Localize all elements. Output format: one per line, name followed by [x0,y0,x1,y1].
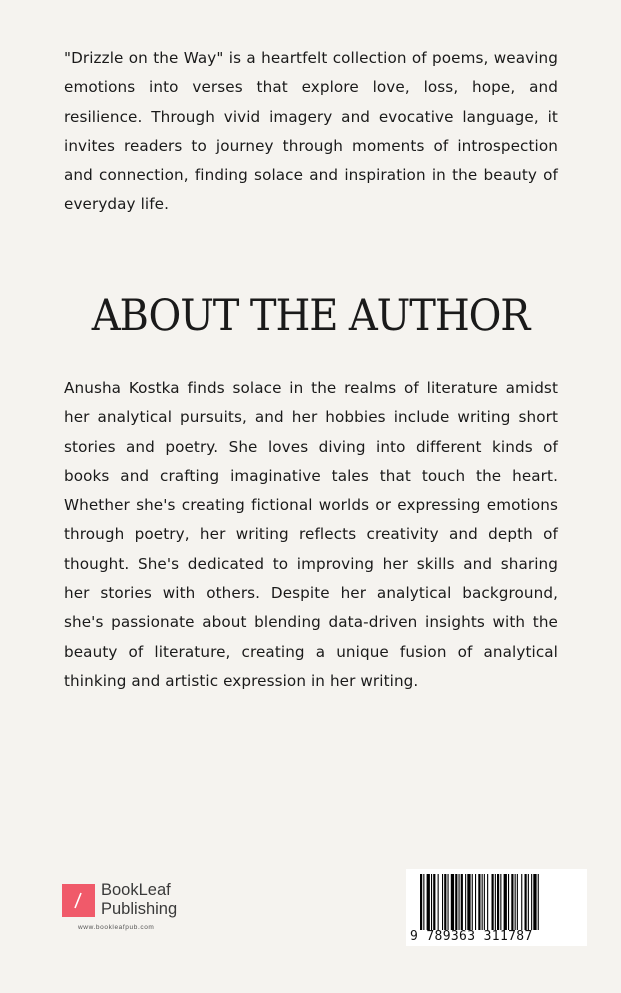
barcode-bars [420,874,582,930]
about-author-heading: ABOUT THE AUTHOR [91,291,530,341]
barcode-bar [500,874,501,930]
barcode-bar [467,874,470,930]
publisher-name [101,881,177,919]
isbn-number: 9 789363 311787 [410,929,533,944]
barcode-bar [459,874,460,930]
barcode-bar [438,874,439,930]
barcode-bar [461,874,463,930]
barcode-bar [455,874,457,930]
barcode-bar [531,874,532,930]
barcode-bar [444,874,446,930]
publisher-name-line2: Publishing [101,900,178,918]
barcode-bar [427,874,430,930]
barcode-bar [533,874,536,930]
barcode-bar [478,874,480,930]
book-blurb: "Drizzle on the Way" is a heartfelt collection of poems, weaving emotions into verses that explore love, loss, hope, and resilience. Through vivid imagery and evocative language, it invites readers to journey through moments of introspection and connection, finding solace and inspiration in the beauty of everyday life. [64,49,558,214]
barcode-bar [433,874,435,930]
publisher-slash-icon [62,884,95,917]
barcode-bar [525,874,527,930]
barcode-bar [465,874,466,930]
barcode-bar [517,874,518,930]
publisher-url: www.bookleafpub.com [78,924,155,931]
barcode-bar [423,874,424,930]
barcode-bar [420,874,422,930]
barcode-bar [508,874,509,930]
barcode-bar [475,874,476,930]
barcode-bar [538,874,539,930]
barcode-bar [497,874,499,930]
barcode-bar [484,874,485,930]
barcode-bar [504,874,507,930]
barcode-bar [472,874,473,930]
barcode-bar [487,874,488,930]
publisher-logo [62,882,202,937]
isbn-barcode [406,869,587,946]
barcode-bar [448,874,449,930]
barcode-bar [431,874,432,930]
barcode-bar [511,874,513,930]
barcode-bar [442,874,443,930]
barcode-bar [515,874,516,930]
barcode-bar [528,874,529,930]
barcode-bar [495,874,496,930]
barcode-bar [492,874,494,930]
author-bio: Anusha Kostka finds solace in the realms of literature amidst her analytical pursuits, and her hobbies include writing short stories and poetry. She loves diving into different kinds of books and crafting imaginative tales that touch the heart. Whether she's creating fictional worlds or expressing emotions through poetry, her writing reflects creativity and depth of thought. She's dedicated to improving her skills and sharing her stories with others. Despite her analytical background, she's passionate about blending data-driven insights with the beauty of literature, creating a unique fusion of analytical thinking and artistic expression in her writing. [64,379,558,690]
barcode-bar [451,874,454,930]
publisher-name-line1: BookLeaf [101,881,171,899]
barcode-bar [482,874,483,930]
barcode-bar [521,874,522,930]
